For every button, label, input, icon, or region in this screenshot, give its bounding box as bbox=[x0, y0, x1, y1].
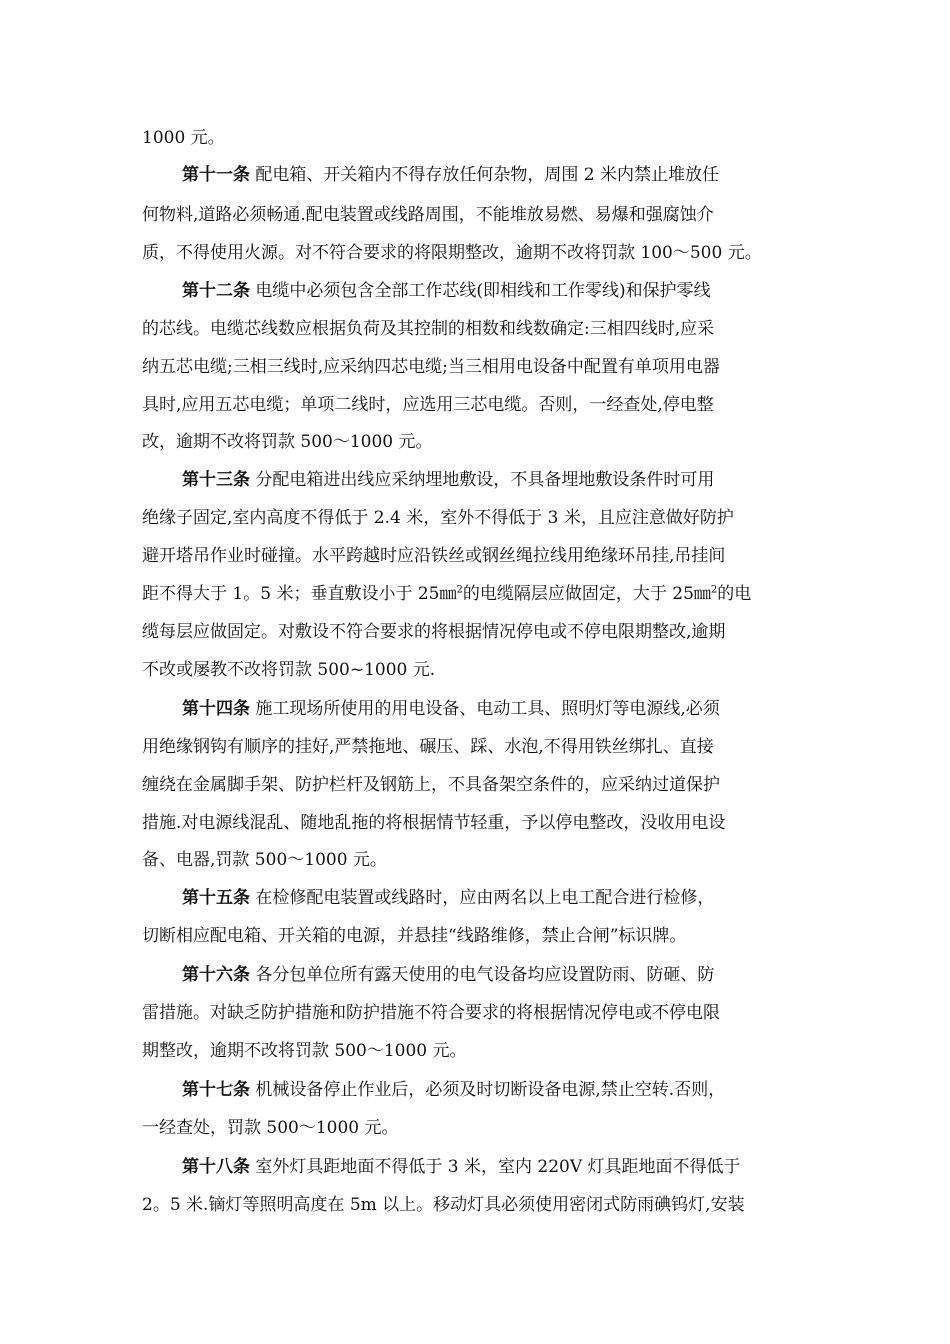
text-line: 具时,应用五芯电缆；单项二线时，应选用三芯电缆。否则，一经查处,停电整 bbox=[142, 395, 714, 415]
text-line: 配电箱、开关箱内不得存放任何杂物，周围 2 米内禁止堆放任 bbox=[250, 165, 720, 185]
text-line: 期整改，逾期不改将罚款 500～1000 元。 bbox=[142, 1041, 467, 1061]
text-line: 一经查处，罚款 500～1000 元。 bbox=[142, 1118, 399, 1138]
text-line: 纳五芯电缆;三相三线时,应采纳四芯电缆;当三相用电设备中配置有单项用电器 bbox=[142, 357, 720, 377]
text-line: 各分包单位所有露天使用的电气设备均应设置防雨、防砸、防 bbox=[250, 965, 715, 985]
text-line: 缆每层应做固定。对敷设不符合要求的将根据情况停电或不停电限期整改,逾期 bbox=[142, 622, 726, 642]
text-line: 电缆中必须包含全部工作芯线(即相线和工作零线)和保护零线 bbox=[250, 281, 711, 301]
text-line: 2。5 米.镝灯等照明高度在 5m 以上。移动灯具必须使用密闭式防雨碘钨灯,安装 bbox=[142, 1195, 745, 1215]
superscript: 2 bbox=[456, 584, 463, 596]
text-line: 绝缘子固定,室内高度不得低于 2.4 米，室外不得低于 3 米，且应注意做好防护 bbox=[142, 508, 734, 528]
text-line: 措施.对电源线混乱、随地乱拖的将根据情节轻重，予以停电整改，没收用电设 bbox=[142, 813, 726, 833]
text-line: 在检修配电装置或线路时，应由两名以上电工配合进行检修， bbox=[250, 888, 715, 908]
article-12 bbox=[182, 271, 711, 311]
text-line: 质，不得使用火源。对不符合要求的将限期整改，逾期不改将罚款 100～500 元。 bbox=[142, 243, 762, 263]
text-line: 何物料,道路必须畅通.配电装置或线路周围，不能堆放易燃、易爆和强腐蚀介 bbox=[142, 205, 714, 225]
text-line: 机械设备停止作业后，必须及时切断设备电源,禁止空转.否则， bbox=[250, 1080, 726, 1100]
text-segment: 的电 bbox=[717, 584, 752, 604]
article-heading: 第十八条 bbox=[182, 1157, 250, 1177]
text-line: 1000 元。 bbox=[142, 128, 225, 148]
text-line: 不改或屡教不改将罚款 500~1000 元. bbox=[142, 660, 436, 680]
article-11 bbox=[182, 155, 719, 195]
superscript: 2 bbox=[710, 584, 718, 596]
article-16 bbox=[182, 955, 714, 995]
article-18 bbox=[182, 1147, 741, 1187]
text-line: 雷措施。对缺乏防护措施和防护措施不符合要求的将根据情况停电或不停电限 bbox=[142, 1003, 720, 1023]
article-15 bbox=[182, 878, 714, 918]
text-line: 室外灯具距地面不得低于 3 米，室内 220V 灯具距地面不得低于 bbox=[250, 1157, 741, 1177]
text-segment: 距不得大于 1。5 米；垂直敷设小于 25㎜ bbox=[142, 584, 457, 604]
article-heading: 第十一条 bbox=[182, 165, 250, 185]
text-line: 的芯线。电缆芯线数应根据负荷及其控制的相数和线数确定:三相四线时,应采 bbox=[142, 319, 715, 339]
text-line: 备、电器,罚款 500～1000 元。 bbox=[142, 850, 387, 870]
text-line: 缠绕在金属脚手架、防护栏杆及钢筋上，不具备架空条件的，应采纳过道保护 bbox=[142, 775, 720, 795]
text-line: 分配电箱进出线应采纳埋地敷设，不具备埋地敷设条件时可用 bbox=[250, 470, 715, 490]
article-heading: 第十六条 bbox=[182, 965, 250, 985]
article-heading: 第十五条 bbox=[182, 888, 250, 908]
text-line: 改，逾期不改将罚款 500～1000 元。 bbox=[142, 432, 433, 452]
text-line: 施工现场所使用的用电设备、电动工具、照明灯等电源线,必须 bbox=[250, 699, 720, 719]
article-13 bbox=[182, 460, 714, 500]
text-line-with-superscripts bbox=[142, 574, 751, 614]
article-heading: 第十三条 bbox=[182, 470, 250, 490]
article-14 bbox=[182, 689, 720, 729]
article-17 bbox=[182, 1070, 725, 1110]
article-heading: 第十二条 bbox=[182, 281, 250, 301]
article-heading: 第十四条 bbox=[182, 699, 250, 719]
text-line: 用绝缘钢钩有顺序的挂好,严禁拖地、碾压、踩、水泡,不得用铁丝绑扎、直接 bbox=[142, 737, 714, 757]
text-line: 避开塔吊作业时碰撞。水平跨越时应沿铁丝或钢丝绳拉线用绝缘环吊挂,吊挂间 bbox=[142, 546, 726, 566]
text-line: 切断相应配电箱、开关箱的电源，并悬挂“线路维修，禁止合闸”标识牌。 bbox=[142, 926, 687, 946]
article-heading: 第十七条 bbox=[182, 1080, 250, 1100]
text-segment: 的电缆隔层应做固定，大于 25㎜ bbox=[462, 584, 711, 604]
